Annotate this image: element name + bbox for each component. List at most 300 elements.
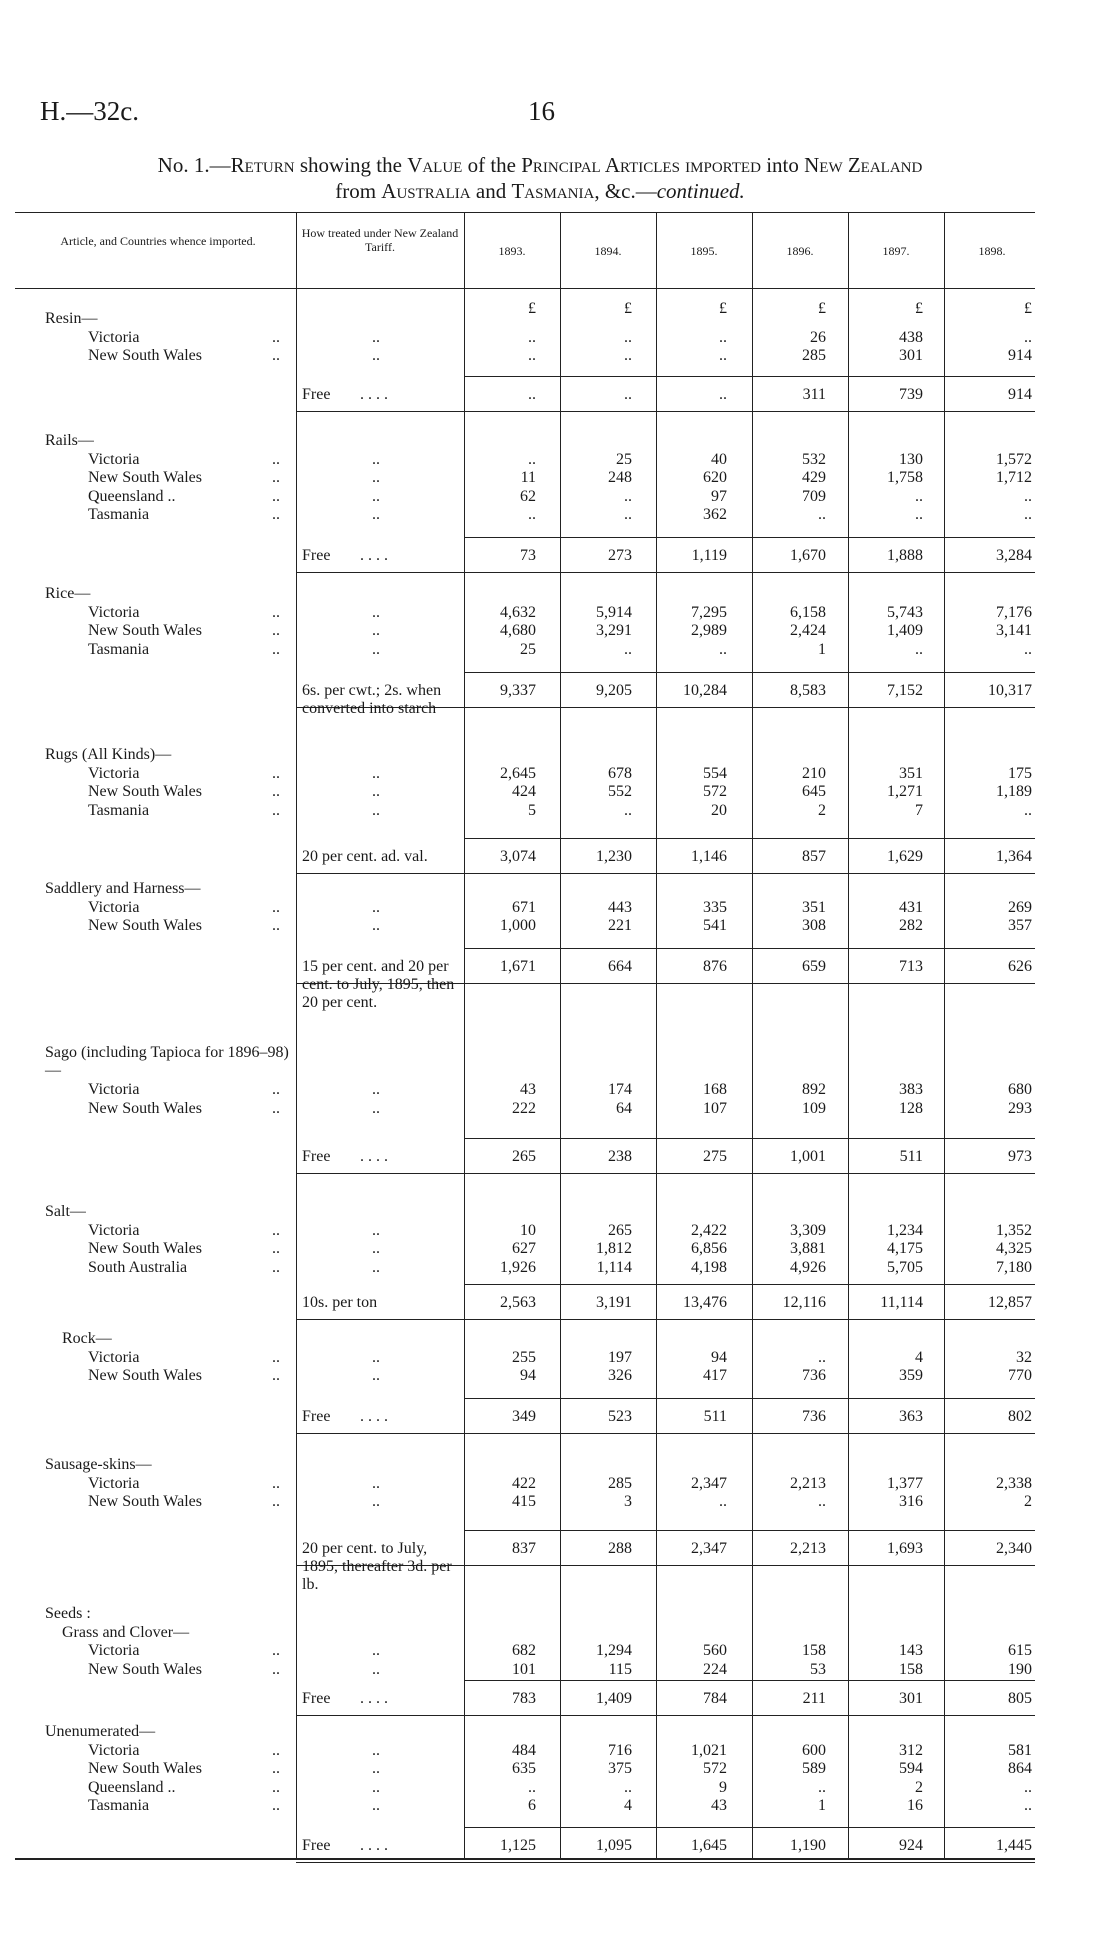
section-heading: Rails—	[45, 432, 94, 449]
value-cell: 2	[818, 801, 826, 819]
treatment-ditto: ..	[372, 506, 380, 523]
leader-dots: ..	[272, 1797, 280, 1814]
country-name: Victoria	[88, 603, 140, 621]
value-cell: 115	[608, 1660, 632, 1678]
leader-dots: . . . .	[360, 1148, 388, 1165]
value-cell: 572	[703, 1760, 727, 1777]
total-cell: 3,191	[596, 1294, 632, 1311]
total-rule-top	[464, 1680, 1035, 1681]
value-cell: ..	[1024, 640, 1032, 658]
country-name: Tasmania	[88, 801, 150, 819]
section-heading: Sausage-skins—	[45, 1456, 152, 1473]
treatment-ditto: ..	[372, 1221, 380, 1239]
total-rule-top	[464, 376, 1035, 377]
total-cell: 7,152	[887, 682, 923, 699]
value-cell: 709	[802, 487, 826, 505]
total-cell: 288	[608, 1540, 632, 1557]
value-cell: 600	[802, 1741, 826, 1759]
value-cell: ..	[1024, 1797, 1032, 1814]
treatment-ditto: ..	[372, 1099, 380, 1117]
total-cell: 857	[802, 848, 826, 865]
value-cell: 3,141	[996, 622, 1032, 639]
value-cell: 2,424	[790, 622, 826, 639]
value-cell: 335	[703, 898, 727, 916]
total-cell: 1,409	[596, 1690, 632, 1707]
total-cell: 301	[899, 1690, 923, 1707]
value-cell: 4,198	[691, 1258, 727, 1276]
leader-dots: ..	[272, 328, 280, 346]
page-number: 16	[528, 96, 555, 126]
treatment-ditto: ..	[372, 603, 380, 621]
value-cell: 143	[899, 1642, 923, 1659]
value-cell: 26	[810, 328, 826, 346]
total-cell: 739	[899, 386, 923, 403]
treatment-ditto: ..	[372, 450, 380, 468]
total-cell: 1,629	[887, 848, 923, 865]
total-rule-top	[464, 1284, 1035, 1285]
leader-dots: . . . .	[360, 1690, 388, 1707]
country-name: New South Wales	[88, 1367, 202, 1384]
total-cell: ..	[528, 386, 536, 403]
total-cell: 12,857	[988, 1294, 1032, 1311]
total-cell: 13,476	[683, 1294, 727, 1311]
treatment-description: Free	[302, 386, 331, 403]
value-cell: 62	[520, 487, 536, 505]
total-cell: 837	[512, 1540, 536, 1557]
value-cell: 5	[528, 801, 536, 819]
value-cell: 431	[899, 898, 923, 916]
value-cell: 53	[810, 1660, 826, 1678]
section-heading: Salt—	[45, 1203, 86, 1220]
value-cell: 736	[802, 1367, 826, 1384]
leader-dots: ..	[272, 1741, 280, 1759]
value-cell: 438	[899, 328, 923, 346]
value-cell: 383	[899, 1081, 923, 1098]
column-header-year: 1898.	[978, 244, 1006, 258]
column-header-article: Article, and Countries whence imported.	[60, 234, 256, 248]
total-cell: ..	[719, 386, 727, 403]
total-cell: 363	[899, 1408, 923, 1425]
leader-dots: ..	[272, 347, 280, 364]
total-cell: 659	[802, 958, 826, 975]
value-cell: 1,021	[691, 1741, 727, 1759]
country-name: New South Wales	[88, 1660, 202, 1678]
total-cell: 273	[608, 547, 632, 564]
value-cell: 2	[915, 1778, 923, 1796]
value-cell: 671	[512, 898, 536, 916]
total-rule-bottom	[296, 1715, 1035, 1716]
section-heading: Resin—	[45, 310, 98, 327]
value-cell: 282	[899, 917, 923, 934]
treatment-ditto: ..	[372, 1240, 380, 1257]
total-cell: 238	[608, 1148, 632, 1165]
pound-sign: £	[719, 300, 727, 317]
value-cell: 635	[512, 1760, 536, 1777]
value-cell: ..	[818, 506, 826, 523]
total-cell: 8,583	[790, 682, 826, 699]
country-name: Victoria	[88, 764, 140, 782]
country-name: Victoria	[88, 450, 140, 468]
pound-sign: £	[624, 300, 632, 317]
leader-dots: ..	[272, 1367, 280, 1384]
leader-dots: ..	[272, 1081, 280, 1098]
treatment-ditto: ..	[372, 487, 380, 505]
value-cell: 248	[608, 469, 632, 486]
treatment-description: 20 per cent. to July, 1895, thereafter 3d. per lb.	[302, 1540, 452, 1593]
treatment-ditto: ..	[372, 469, 380, 486]
country-name: Queensland ..	[88, 1778, 176, 1796]
column-header-year: 1896.	[786, 244, 814, 258]
value-cell: 429	[802, 469, 826, 486]
value-cell: 20	[711, 801, 727, 819]
value-cell: 1	[818, 640, 826, 658]
treatment-ditto: ..	[372, 783, 380, 800]
value-cell: 1,409	[887, 622, 923, 639]
country-name: Victoria	[88, 1642, 140, 1659]
value-cell: 4,926	[790, 1258, 826, 1276]
total-cell: 523	[608, 1408, 632, 1425]
value-cell: ..	[624, 801, 632, 819]
section-heading: Rice—	[45, 585, 91, 602]
value-cell: ..	[624, 640, 632, 658]
value-cell: 2	[1024, 1493, 1032, 1510]
value-cell: 1,926	[500, 1258, 536, 1276]
leader-dots: ..	[272, 450, 280, 468]
value-cell: 2,338	[996, 1474, 1032, 1492]
value-cell: ..	[528, 450, 536, 468]
value-cell: 40	[711, 450, 727, 468]
total-cell: 1,693	[887, 1540, 923, 1557]
value-cell: ..	[624, 328, 632, 346]
value-cell: ..	[528, 506, 536, 523]
total-cell: 914	[1008, 386, 1032, 403]
value-cell: 94	[711, 1348, 727, 1366]
treatment-ditto: ..	[372, 898, 380, 916]
pound-sign: £	[915, 300, 923, 317]
value-cell: 312	[899, 1741, 923, 1759]
column-divider	[464, 212, 465, 1858]
total-cell: 2,347	[691, 1540, 727, 1557]
country-name: New South Wales	[88, 1099, 202, 1117]
value-cell: 1,812	[596, 1240, 632, 1257]
section-heading: Rugs (All Kinds)—	[45, 746, 172, 763]
value-cell: 6	[528, 1797, 536, 1814]
total-rule-top	[464, 1138, 1035, 1139]
total-rule-bottom	[296, 572, 1035, 573]
treatment-ditto: ..	[372, 1760, 380, 1777]
total-cell: 664	[608, 958, 632, 975]
leader-dots: ..	[272, 1348, 280, 1366]
total-rule-top	[464, 672, 1035, 673]
total-cell: 876	[703, 958, 727, 975]
treatment-description: Free	[302, 1408, 331, 1425]
value-cell: 581	[1008, 1741, 1032, 1759]
leader-dots: ..	[272, 1493, 280, 1510]
table-top-rule	[15, 212, 1035, 213]
treatment-description: Free	[302, 1148, 331, 1165]
treatment-ditto: ..	[372, 764, 380, 782]
value-cell: 158	[899, 1660, 923, 1678]
treatment-ditto: ..	[372, 347, 380, 364]
country-name: New South Wales	[88, 917, 202, 934]
value-cell: 25	[616, 450, 632, 468]
value-cell: ..	[528, 328, 536, 346]
value-cell: 541	[703, 917, 727, 934]
total-cell: 211	[802, 1690, 826, 1707]
value-cell: 589	[802, 1760, 826, 1777]
value-cell: 552	[608, 783, 632, 800]
value-cell: 25	[520, 640, 536, 658]
value-cell: ..	[818, 1778, 826, 1796]
value-cell: ..	[1024, 801, 1032, 819]
total-cell: 713	[899, 958, 923, 975]
country-name: New South Wales	[88, 1240, 202, 1257]
treatment-ditto: ..	[372, 1258, 380, 1276]
column-header-year: 1893.	[498, 244, 526, 258]
value-cell: 64	[616, 1099, 632, 1117]
value-cell: 7,176	[996, 603, 1032, 621]
value-cell: 1,271	[887, 783, 923, 800]
total-cell: 1,445	[996, 1837, 1032, 1854]
treatment-description: 15 per cent. and 20 per cent. to July, 1895, then 20 per cent.	[302, 958, 455, 1011]
value-cell: 197	[608, 1348, 632, 1366]
value-cell: ..	[624, 506, 632, 523]
value-cell: 316	[899, 1493, 923, 1510]
country-name: South Australia	[88, 1258, 188, 1276]
total-cell: 3,074	[500, 848, 536, 865]
value-cell: 5,914	[596, 603, 632, 621]
value-cell: 680	[1008, 1081, 1032, 1098]
value-cell: 158	[802, 1642, 826, 1659]
leader-dots: ..	[272, 764, 280, 782]
leader-dots: ..	[272, 1660, 280, 1678]
total-cell: 2,213	[790, 1540, 826, 1557]
value-cell: 1,294	[596, 1642, 632, 1659]
column-divider	[560, 212, 561, 1858]
total-cell: 9,205	[596, 682, 632, 699]
leader-dots: ..	[272, 801, 280, 819]
total-cell: 10,284	[683, 682, 727, 699]
value-cell: 3,309	[790, 1221, 826, 1239]
value-cell: 308	[802, 917, 826, 934]
value-cell: 4,632	[500, 603, 536, 621]
total-cell: 802	[1008, 1408, 1032, 1425]
value-cell: 678	[608, 764, 632, 782]
total-cell: 1,645	[691, 1837, 727, 1854]
treatment-ditto: ..	[372, 1741, 380, 1759]
value-cell: 1,758	[887, 469, 923, 486]
leader-dots: ..	[272, 469, 280, 486]
value-cell: 417	[703, 1367, 727, 1384]
treatment-description: 10s. per ton	[302, 1294, 378, 1311]
total-cell: 805	[1008, 1690, 1032, 1707]
value-cell: 615	[1008, 1642, 1032, 1659]
total-cell: 1,190	[790, 1837, 826, 1854]
leader-dots: ..	[272, 1099, 280, 1117]
treatment-ditto: ..	[372, 1493, 380, 1510]
total-cell: 73	[520, 547, 536, 564]
total-cell: ..	[624, 386, 632, 403]
value-cell: 627	[512, 1240, 536, 1257]
treatment-description: Free	[302, 1690, 331, 1707]
treatment-description: 6s. per cwt.; 2s. when converted into starch	[302, 682, 442, 717]
leader-dots: ..	[272, 1474, 280, 1492]
value-cell: 293	[1008, 1099, 1032, 1117]
value-cell: 168	[703, 1081, 727, 1098]
value-cell: ..	[624, 487, 632, 505]
value-cell: 415	[512, 1493, 536, 1510]
treatment-ditto: ..	[372, 1367, 380, 1384]
treatment-ditto: ..	[372, 640, 380, 658]
value-cell: 1,352	[996, 1221, 1032, 1239]
treatment-ditto: ..	[372, 1474, 380, 1492]
value-cell: 7,180	[996, 1258, 1032, 1276]
value-cell: 43	[711, 1797, 727, 1814]
column-divider	[848, 212, 849, 1858]
value-cell: 3,881	[790, 1240, 826, 1257]
value-cell: ..	[1024, 487, 1032, 505]
section-subheading: Grass and Clover—	[62, 1623, 190, 1641]
value-cell: 255	[512, 1348, 536, 1366]
value-cell: 94	[520, 1367, 536, 1384]
value-cell: 175	[1008, 764, 1032, 782]
value-cell: 4	[624, 1797, 632, 1814]
value-cell: 572	[703, 783, 727, 800]
treatment-ditto: ..	[372, 1348, 380, 1366]
total-cell: 511	[899, 1148, 923, 1165]
treatment-ditto: ..	[372, 917, 380, 934]
value-cell: ..	[818, 1493, 826, 1510]
leader-dots: ..	[272, 1240, 280, 1257]
leader-dots: ..	[272, 1760, 280, 1777]
total-cell: 11,114	[880, 1294, 923, 1311]
total-rule-top	[464, 1530, 1035, 1531]
leader-dots: ..	[272, 1258, 280, 1276]
treatment-description: Free	[302, 1837, 331, 1854]
total-cell: 3,284	[996, 547, 1032, 564]
value-cell: 43	[520, 1081, 536, 1098]
value-cell: ..	[818, 1348, 826, 1366]
value-cell: 484	[512, 1741, 536, 1759]
total-cell: 736	[802, 1408, 826, 1425]
total-cell: 275	[703, 1148, 727, 1165]
total-rule-bottom	[296, 873, 1035, 874]
value-cell: 109	[802, 1099, 826, 1117]
value-cell: 2,347	[691, 1474, 727, 1492]
value-cell: 10	[520, 1221, 536, 1239]
value-cell: ..	[719, 1493, 727, 1510]
country-name: Victoria	[88, 1081, 140, 1098]
value-cell: 532	[802, 450, 826, 468]
section-heading: Saddlery and Harness—	[45, 880, 201, 897]
treatment-ditto: ..	[372, 1660, 380, 1678]
value-cell: 5,705	[887, 1258, 923, 1276]
country-name: New South Wales	[88, 469, 202, 486]
treatment-ditto: ..	[372, 1081, 380, 1098]
total-cell: 2,340	[996, 1540, 1032, 1557]
value-cell: 221	[608, 917, 632, 934]
total-cell: 1,125	[500, 1837, 536, 1854]
total-cell: 973	[1008, 1148, 1032, 1165]
total-cell: 924	[899, 1837, 923, 1854]
value-cell: ..	[624, 1778, 632, 1796]
column-divider	[296, 212, 297, 1858]
section-heading: Seeds :	[45, 1605, 91, 1622]
value-cell: 107	[703, 1099, 727, 1117]
country-name: Victoria	[88, 328, 140, 346]
country-name: New South Wales	[88, 1493, 202, 1510]
value-cell: 2,989	[691, 622, 727, 639]
value-cell: ..	[719, 328, 727, 346]
value-cell: 9	[719, 1778, 727, 1796]
total-cell: 784	[703, 1690, 727, 1707]
pound-sign: £	[1024, 300, 1032, 317]
country-name: Tasmania	[88, 1797, 150, 1814]
total-cell: 265	[512, 1148, 536, 1165]
value-cell: 6,158	[790, 603, 826, 621]
value-cell: 1,234	[887, 1221, 923, 1239]
total-cell: 1,364	[996, 848, 1032, 865]
value-cell: 645	[802, 783, 826, 800]
total-rule-top	[464, 1398, 1035, 1399]
value-cell: 716	[608, 1741, 632, 1759]
value-cell: 620	[703, 469, 727, 486]
value-cell: 359	[899, 1367, 923, 1384]
value-cell: 16	[907, 1797, 923, 1814]
total-cell: 349	[512, 1408, 536, 1425]
leader-dots: ..	[272, 1221, 280, 1239]
value-cell: 4,175	[887, 1240, 923, 1257]
value-cell: 222	[512, 1099, 536, 1117]
treatment-description: 20 per cent. ad. val.	[302, 848, 428, 865]
total-cell: 626	[1008, 958, 1032, 975]
value-cell: 265	[608, 1221, 632, 1239]
value-cell: 914	[1008, 347, 1032, 364]
document-title: No. 1.—Return showing the Value of the Principal Articles imported into New Zealand from Australia and Tasmania, &c.—continued.	[157, 153, 923, 203]
header-bottom-rule	[15, 288, 1035, 289]
value-cell: ..	[528, 347, 536, 364]
value-cell: 1,189	[996, 783, 1032, 800]
country-name: Tasmania	[88, 640, 150, 658]
country-name: Victoria	[88, 1474, 140, 1492]
value-cell: 101	[512, 1660, 536, 1678]
treatment-ditto: ..	[372, 1778, 380, 1796]
total-cell: 1,095	[596, 1837, 632, 1854]
leader-dots: ..	[272, 898, 280, 916]
leader-dots: ..	[272, 640, 280, 658]
value-cell: 224	[703, 1660, 727, 1678]
value-cell: 560	[703, 1642, 727, 1659]
value-cell: 375	[608, 1760, 632, 1777]
value-cell: ..	[915, 506, 923, 523]
value-cell: 1,000	[500, 917, 536, 934]
total-rule-bottom	[296, 1433, 1035, 1434]
total-cell: 1,671	[500, 958, 536, 975]
value-cell: 285	[802, 347, 826, 364]
total-cell: 1,001	[790, 1148, 826, 1165]
country-name: New South Wales	[88, 1760, 202, 1777]
total-cell: 10,317	[988, 682, 1032, 699]
total-cell: 1,230	[596, 848, 632, 865]
section-heading: Unenumerated—	[45, 1723, 156, 1740]
leader-dots: ..	[272, 622, 280, 639]
value-cell: 128	[899, 1099, 923, 1117]
total-rule-bottom	[296, 1173, 1035, 1174]
total-cell: 511	[703, 1408, 727, 1425]
leader-dots: ..	[272, 917, 280, 934]
column-header-treatment: How treated under New Zealand Tariff.	[301, 226, 459, 254]
country-name: Tasmania	[88, 506, 150, 523]
